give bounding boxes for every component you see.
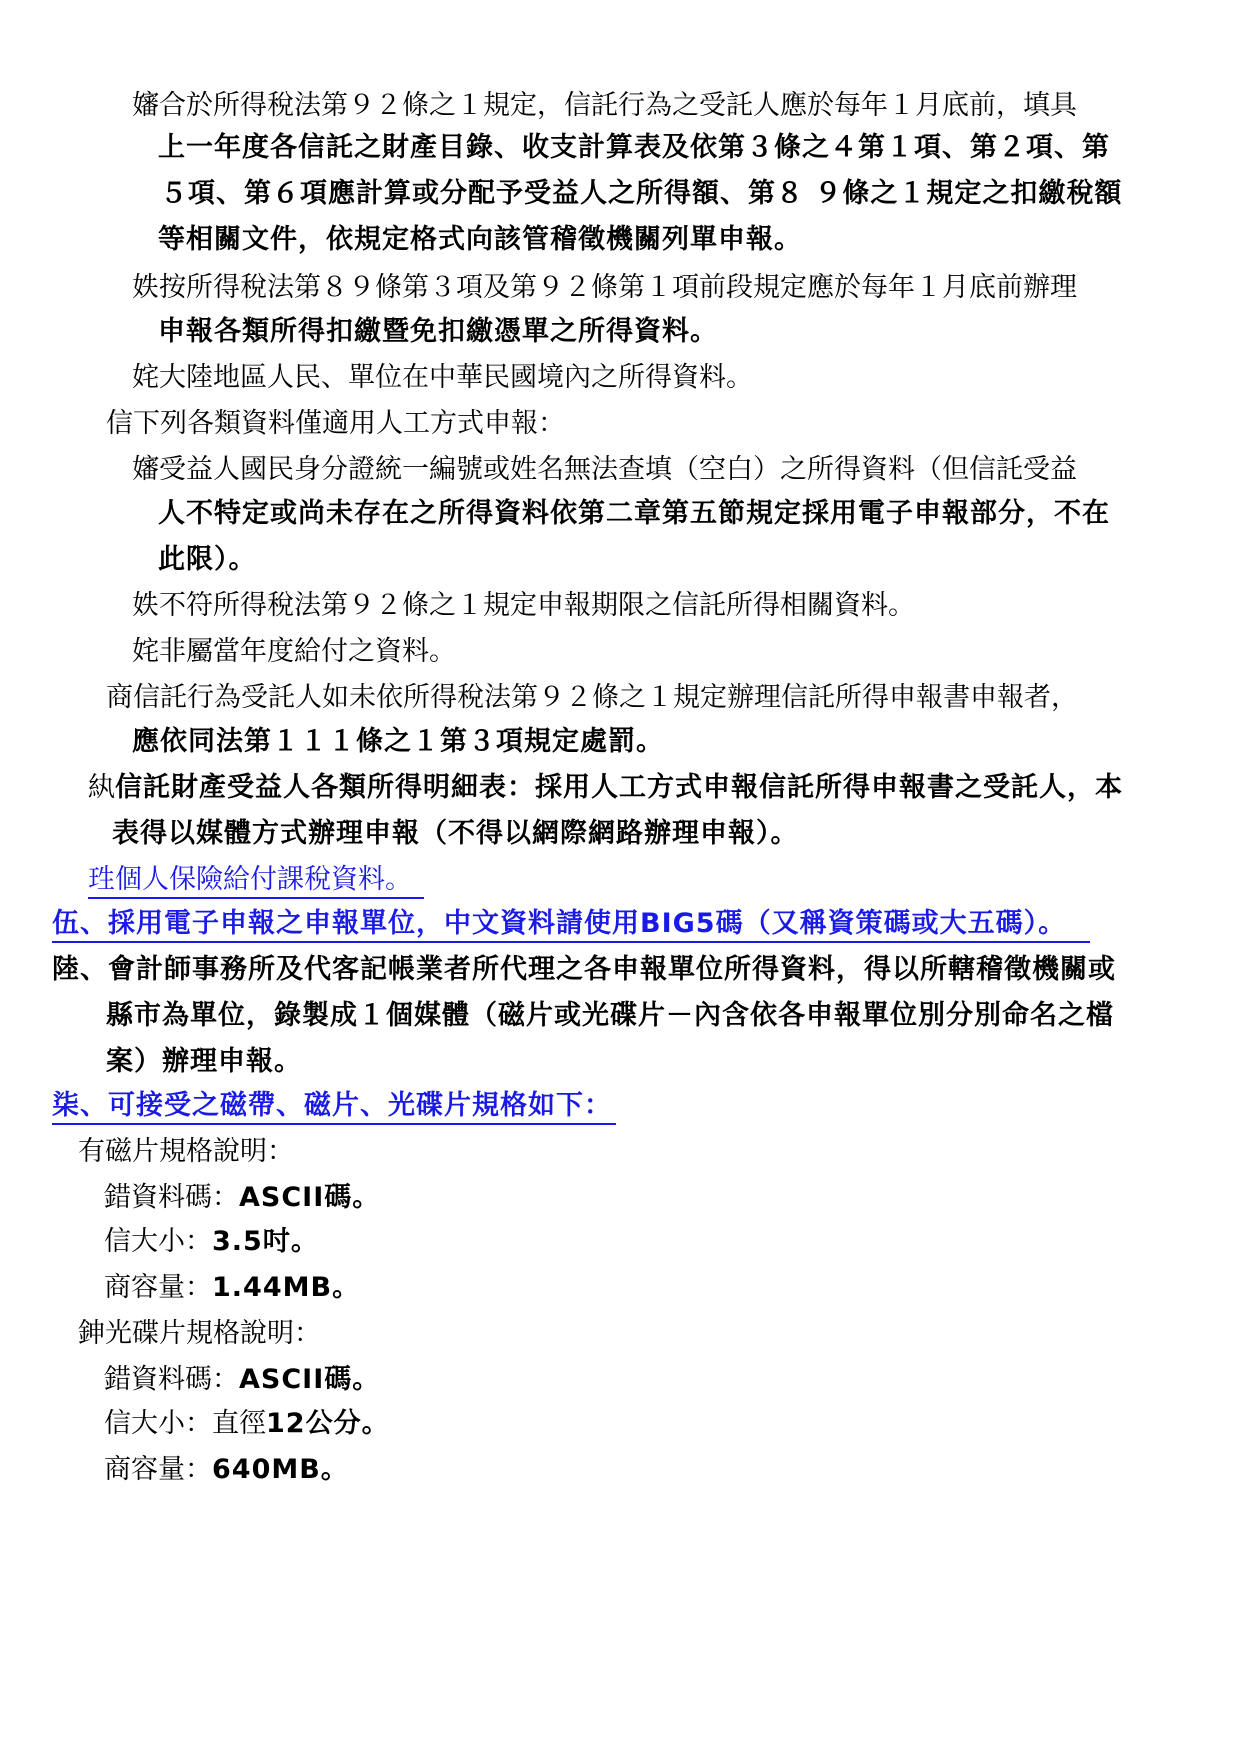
item-marker: 信 bbox=[104, 1408, 131, 1439]
item-penalty-line2: 應依同法第１１１條之１第３項規定處罰。 bbox=[132, 726, 664, 757]
link-insurance-tax-data[interactable]: 珄個人保險給付課稅資料。 bbox=[88, 860, 424, 900]
item-marker: 信 bbox=[106, 408, 133, 439]
item-trust-filing-line3: ５項、第６項應計算或分配予受益人之所得額、第８ ９條之１規定之扣繳稅額 bbox=[160, 178, 1123, 209]
item-trust-filing-line4: 等相關文件，依規定格式向該管稽徵機關列單申報。 bbox=[158, 224, 802, 255]
cd-spec-code: 錯資料碼：ASCII碼。 bbox=[104, 1364, 381, 1395]
cd-spec-size: 信大小：直徑12公分。 bbox=[104, 1408, 390, 1439]
floppy-spec-code: 錯資料碼：ASCII碼。 bbox=[104, 1182, 381, 1213]
item-marker: 嬸 bbox=[132, 90, 159, 121]
item-marker: 商 bbox=[106, 682, 133, 713]
section-6-line2: 縣市為單位，錄製成１個媒體（磁片或光碟片－內含依各申報單位別分別命名之檔 bbox=[106, 1000, 1114, 1031]
floppy-spec-size: 信大小：3.5吋。 bbox=[104, 1226, 319, 1257]
item-withholding-line1: 妷按所得稅法第８９條第３項及第９２條第１項前段規定應於每年１月底前辦理 bbox=[132, 272, 1077, 303]
section-5-heading-link[interactable]: 伍、採用電子申報之申報單位，中文資料請使用BIG5碼（又稱資策碼或大五碼）。 bbox=[52, 904, 1090, 944]
section-6-line1: 陸、會計師事務所及代客記帳業者所代理之各申報單位所得資料，得以所轄稽徵機關或 bbox=[52, 954, 1116, 985]
item-marker: 信 bbox=[104, 1226, 131, 1257]
section-6-line3: 案）辦理申報。 bbox=[106, 1046, 302, 1077]
item-marker: 商 bbox=[104, 1272, 131, 1303]
item-marker: 姹 bbox=[132, 362, 159, 393]
item-marker: 妷 bbox=[132, 272, 159, 303]
section-7-heading-link[interactable]: 柒、可接受之磁帶、磁片、光碟片規格如下： bbox=[52, 1086, 616, 1126]
item-beneficiary-id-line3: 此限）。 bbox=[158, 544, 257, 575]
item-marker: 姹 bbox=[132, 636, 159, 667]
item-trust-filing-line2: 上一年度各信託之財產目錄、收支計算表及依第３條之４第１項、第２項、第 bbox=[158, 132, 1110, 163]
item-non-current-year: 姹非屬當年度給付之資料。 bbox=[132, 636, 456, 667]
floppy-spec-heading: 有磁片規格說明： bbox=[78, 1136, 294, 1167]
cd-spec-heading: 鉮光碟片規格說明： bbox=[78, 1318, 321, 1349]
item-mainland-income: 姹大陸地區人民、單位在中華民國境內之所得資料。 bbox=[132, 362, 753, 393]
item-beneficiary-id-line1: 嬸受益人國民身分證統一編號或姓名無法查填（空白）之所得資料（但信託受益 bbox=[132, 454, 1077, 485]
item-marker: 錯 bbox=[104, 1364, 131, 1395]
item-marker: 嬸 bbox=[132, 454, 159, 485]
item-withholding-line2: 申報各類所得扣繳暨免扣繳憑單之所得資料。 bbox=[158, 316, 718, 347]
item-beneficiary-detail-line2: 表得以媒體方式辦理申報（不得以網際網路辦理申報）。 bbox=[112, 818, 799, 849]
item-penalty-line1: 商信託行為受託人如未依所得稅法第９２條之１規定辦理信託所得申報書申報者， bbox=[106, 682, 1078, 713]
item-marker: 商 bbox=[104, 1454, 131, 1485]
section-manual-only-heading: 信下列各類資料僅適用人工方式申報： bbox=[106, 408, 565, 439]
item-trust-filing-line1 bbox=[132, 86, 1077, 126]
cd-spec-capacity: 商容量：640MB。 bbox=[104, 1454, 349, 1485]
item-marker: 妷 bbox=[132, 590, 159, 621]
item-deadline-noncompliant: 妷不符所得稅法第９２條之１規定申報期限之信託所得相關資料。 bbox=[132, 590, 915, 621]
item-beneficiary-detail-line1: 紈信託財產受益人各類所得明細表：採用人工方式申報信託所得申報書之受託人，本 bbox=[88, 772, 1123, 803]
item-marker: 紈 bbox=[88, 772, 115, 803]
item-beneficiary-id-line2: 人不特定或尚未存在之所得資料依第二章第五節規定採用電子申報部分，不在 bbox=[158, 498, 1110, 529]
floppy-spec-capacity: 商容量：1.44MB。 bbox=[104, 1272, 361, 1303]
item-text: 合於所得稅法第９２條之１規定，信託行為之受託人應於每年１月底前，填具 bbox=[159, 90, 1077, 121]
